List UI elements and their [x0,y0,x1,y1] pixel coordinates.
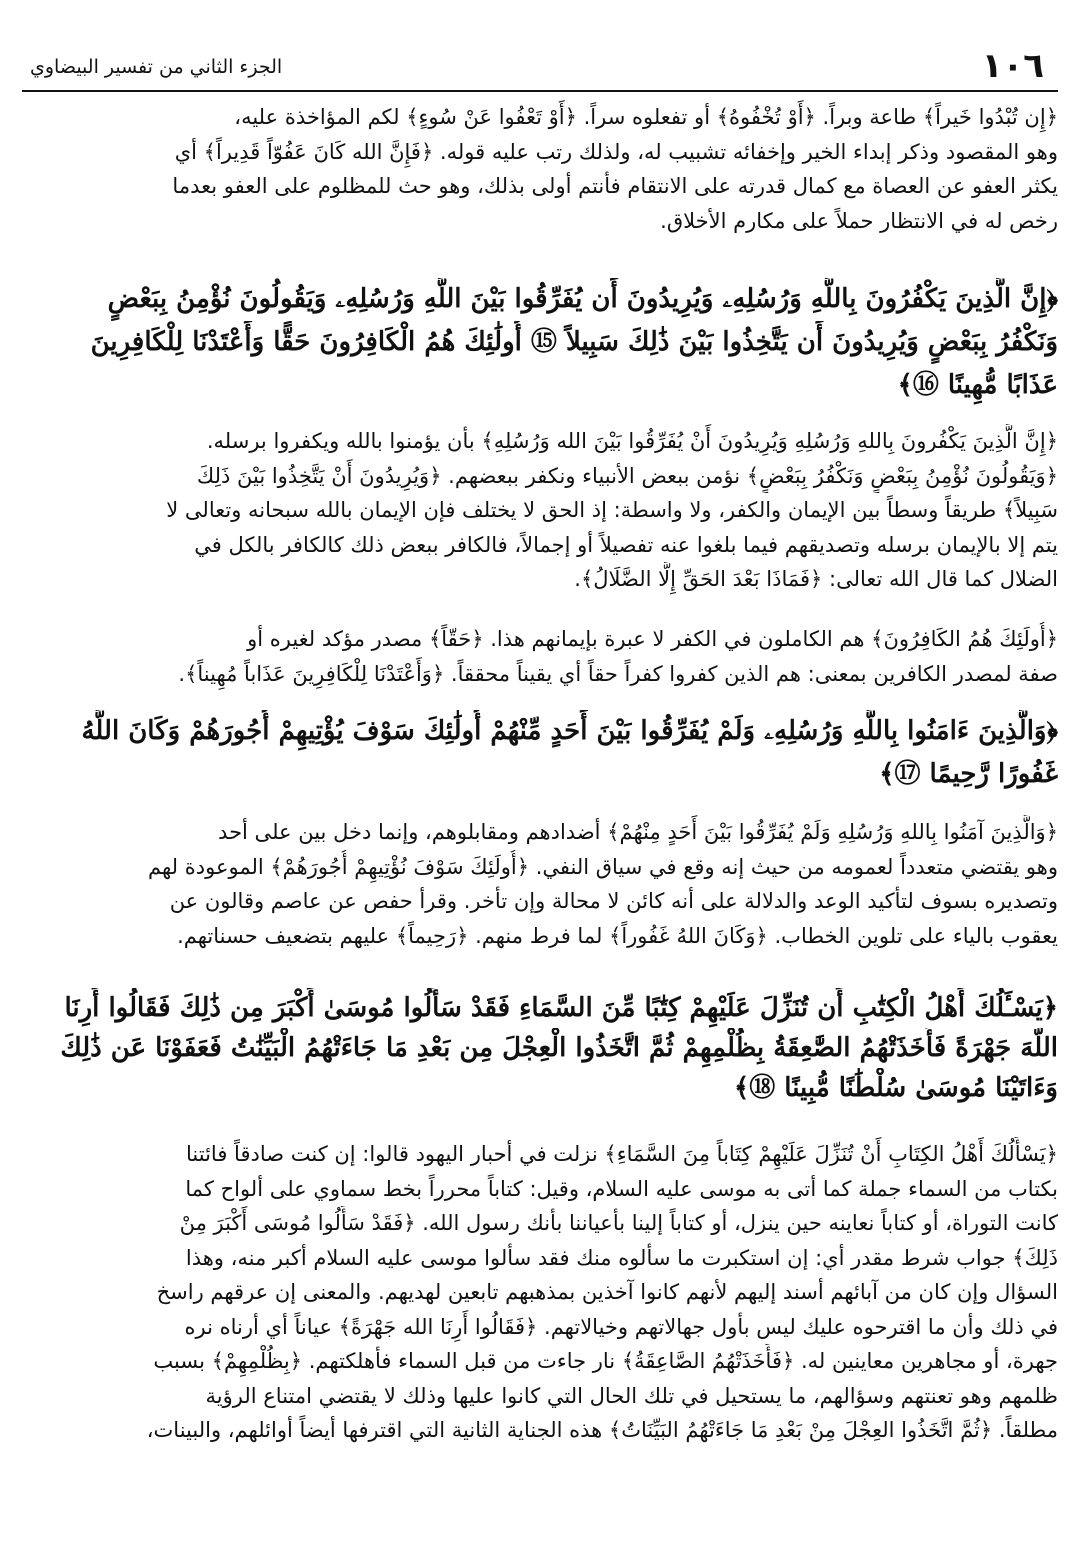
text-line: ظلمهم وهو تعنتهم وسؤالهم، ما يستحيل في تلك الحال التي كانوا عليها وذلك لا يقتضي امتناع الرؤية [205,1383,1058,1408]
text-line: صفة لمصدر الكافرين بمعنى: هم الذين كفروا كفراً حقاً أي يقيناً محققاً. ﴿وَأَعْتَدْنَا لِلْكَافِرِينَ عَذَاباً مُهِيناً﴾. [178,661,1058,686]
text-line: سَبِيلاً﴾ طريقاً وسطاً بين الإيمان والكفر، ولا واسطة: إذ الحق لا يختلف فإن الإيمان بالله سبحانه وتعالى لا [166,498,1058,522]
text-line: يكثر العفو عن العصاة مع كمال قدرته على الانتقام فأنتم أولى بذلك، وهو حث للمظلوم على العفو بعدما [172,174,1058,198]
text-line: السؤال وإن كان من آبائهم أسند إليهم لأنهم كانوا آخذين بمذهبهم تابعين لهديهم. والمعنى إن عرقهم راسخ [156,1280,1058,1304]
text-line: وهو يقتضي متعدداً لعمومه من حيث إنه وقع في سياق النفي. ﴿أُولَئِكَ سَوْفَ نُؤْتِيهِمْ أُجُورَهُمْ﴾ الموعودة لهم [148,854,1058,879]
text-line: ﴿وَيَقُولُونَ نُؤْمِنُ بِبَعْضٍ وَنَكْفُرُ بِبَعْضٍ﴾ نؤمن ببعض الأنبياء ونكفر ببعضهم. ﴿وَيُرِيدُونَ أَنْ يَتَّخِذُوا بَيْنَ ذَلِكَ [196,463,1058,488]
verse-line: غَفُورًا رَّحِيمًا ⑰﴾ [879,759,1058,789]
text-line: ﴿إِن تُبْدُوا خَيراً﴾ طاعة وبراً. ﴿أَوْ تُخْفُوهُ﴾ أو تفعلوه سراً. ﴿أَوْ تَعْفُوا عَنْ سُوءٍ﴾ لكم المؤاخذة عليه، [234,105,1058,129]
commentary-paragraph-5 [22,1137,1058,1448]
text-line: يتم إلا بالإيمان برسله وتصديقهم فيما بلغوا عنه تفصيلاً أو إجمالاً، فالكافر ببعض ذلك كالكافر بالكل في [194,532,1058,557]
page-header [22,40,1058,92]
text-line: جهرة، أو مجاهرين معاينين له. ﴿فَأَخَذَتْهُمُ الصَّاعِقَةُ﴾ نار جاءت من قبل السماء فأهلكتهم. ﴿بِظُلْمِهِمْ﴾ بسبب [153,1349,1058,1373]
verse-line: اللَّهَ جَهْرَةً فَأَخَذَتْهُمُ الصَّٰعِقَةُ بِظُلْمِهِمْ ثُمَّ اتَّخَذُوا الْعِجْلَ مِن بَعْدِ مَا جَاءَتْهُمُ الْبَيِّنَٰتُ فَعَفَوْنَا عَن ذَٰلِكَ [60,1033,1058,1063]
verse-line: ﴿يَسْـَٔلُكَ أَهْلُ الْكِتَٰبِ أَن تُنَزِّلَ عَلَيْهِمْ كِتَٰبًا مِّنَ السَّمَاءِ فَقَدْ سَأَلُوا مُوسَىٰ أَكْبَرَ مِن ذَٰلِكَ فَقَالُوا أَرِنَا [64,993,1058,1023]
verse-line: ﴿وَالَّذِينَ ءَامَنُوا بِاللَّهِ وَرُسُلِهِۦ وَلَمْ يُفَرِّقُوا بَيْنَ أَحَدٍ مِّنْهُمْ أُولَٰئِكَ سَوْفَ يُؤْتِيهِمْ أُجُورَهُمْ وَكَانَ اللَّهُ [81,716,1058,746]
quran-verse-block-152 [22,710,1058,796]
text-line: ﴿إِنَّ الَّذِينَ يَكْفُرونَ بِاللهِ وَرُسُلِهِ وَيُرِيدُونَ أَنْ يُفَرِّقُوا بَيْنَ الله وَرُسُلِهِ﴾ بأن يؤمنوا بالله ويكفروا برسله. [206,429,1058,453]
commentary-paragraph-4 [22,815,1058,953]
text-line: في ذلك وأن ما اقترحوه عليك ليس بأول جهالاتهم وخيالاتهم. ﴿فَقَالُوا أَرِنَا الله جَهْرَةً﴾ عياناً أي أرناه نره [184,1314,1058,1339]
text-line: الضلال كما قال الله تعالى: ﴿فَمَاذَا بَعْدَ الحَقِّ إِلَّا الضَّلَالُ﴾. [574,567,1058,591]
text-line: ﴿أُولَئِكَ هُمُ الكَافِرُونَ﴾ هم الكاملون في الكفر لا عبرة بإيمانهم هذا. ﴿حَقّاً﴾ مصدر مؤكد لغيره أو [247,627,1058,651]
commentary-paragraph-2 [22,424,1058,597]
running-title: الجزء الثاني من تفسير البيضاوي [30,56,283,78]
page-number: ١٠٦ [981,46,1044,86]
text-line: ذَلِكَ﴾ جواب شرط مقدر أي: إن استكبرت ما سألوه منك فقد سألوا موسى عليه السلام أكبر منه، وهذا [185,1245,1058,1270]
verse-line: عَذَابًا مُّهِينًا ⑯﴾ [897,370,1058,400]
verse-line: وَنَكْفُرُ بِبَعْضٍ وَيُرِيدُونَ أَن يَتَّخِذُوا بَيْنَ ذَٰلِكَ سَبِيلاً ⑮ أُولَٰئِكَ هُمُ الْكَافِرُونَ حَقًّا وَأَعْتَدْنَا لِلْكَافِرِينَ [90,327,1058,357]
commentary-paragraph-3 [22,622,1058,691]
text-line: مطلقاً. ﴿ثُمَّ اتَّخَذُوا العِجْلَ مِنْ بَعْدِ مَا جَاءَتْهُمُ البَيِّنَاتُ﴾ هذه الجناية الثانية التي اقترفها أيضاً أوائلهم، والبينات، [146,1418,1058,1442]
text-line: بكتاب من السماء جملة كما أتى به موسى عليه السلام، وقيل: كتاباً محرراً بخط سماوي على ألواح كما [185,1176,1058,1201]
text-line: ﴿وَالَّذِينَ آمَنُوا بِاللهِ وَرُسُلِهِ وَلَمْ يُفَرِّقُوا بَيْنَ أَحَدٍ مِنْهُمْ﴾ أضدادهم ومقابلوهم، وإنما دخل بين على أحد [218,820,1058,844]
text-line: كانت التوراة، أو كتاباً نعاينه حين ينزل، أو كتاباً إلينا بأعياننا بأنك رسول الله. ﴿فَقَدْ سَأَلُوا مُوسَى أَكْبَرَ مِنْ [179,1211,1058,1235]
text-line: يعقوب بالياء على تلوين الخطاب. ﴿وَكَانَ اللهُ غَفُوراً﴾ لما فرط منهم. ﴿رَحِيماً﴾ عليهم بتضعيف حسناتهم. [177,923,1058,948]
text-line: ﴿يَسْأَلُكَ أَهْلُ الكِتَابِ أَنْ تُنَزِّلَ عَلَيْهِمْ كِتَاباً مِنَ السَّمَاءِ﴾ نزلت في أحبار اليهود قالوا: إن كنت صادقاً فائتنا [186,1142,1058,1166]
text-line: وتصديره بسوف لتأكيد الوعد والدلالة على أنه كائن لا محالة وإن تأخر. وقرأ حفص عن عاصم وقالون عن [169,889,1058,913]
text-line: وهو المقصود وذكر إبداء الخير وإخفائه تشبيب له، ولذلك رتب عليه قوله. ﴿فَإِنَّ الله كَانَ عَفُوّاً قَدِيراً﴾ أي [174,139,1058,164]
text-line: رخص له في الانتظار حملاً على مكارم الأخلاق. [660,208,1058,233]
verse-line: ﴿إِنَّ الَّذِينَ يَكْفُرُونَ بِاللَّهِ وَرُسُلِهِۦ وَيُرِيدُونَ أَن يُفَرِّقُوا بَيْنَ اللَّهِ وَرُسُلِهِۦ وَيَقُولُونَ نُؤْمِنُ بِبَعْضٍ [107,284,1058,314]
quran-verse-block-153 [22,988,1058,1108]
commentary-paragraph-1 [22,100,1058,238]
verse-line: وَءَاتَيْنَا مُوسَىٰ سُلْطَٰنًا مُّبِينًا ⑱﴾ [734,1073,1058,1103]
quran-verse-block-150-151 [22,278,1058,407]
